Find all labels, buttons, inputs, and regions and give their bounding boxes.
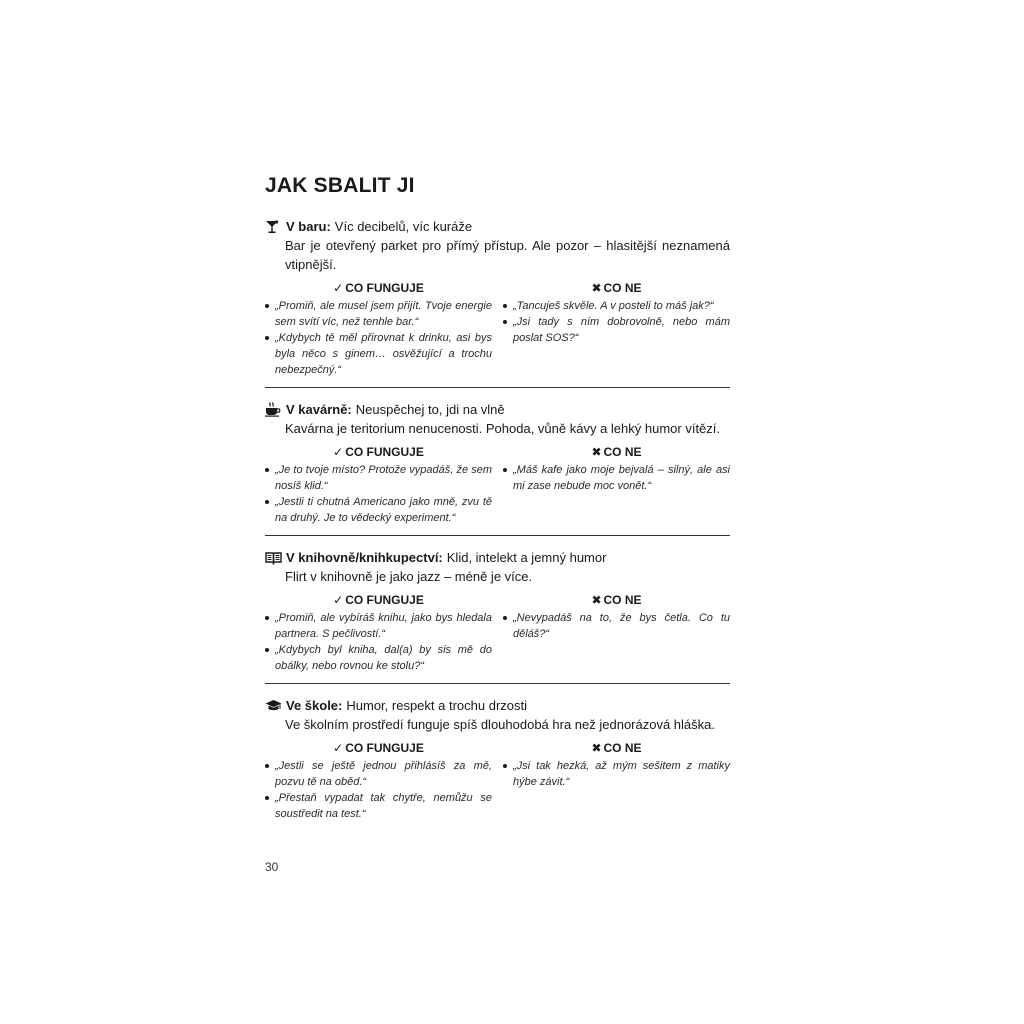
- tips-list: [265, 298, 492, 378]
- check-icon: ✓: [333, 445, 344, 459]
- list-item: „Kdybych tě měl přirovnat k drinku, asi bys byla něco s ginem… osvěžující a trochu nebezpečný.“: [265, 330, 492, 378]
- section: [265, 684, 730, 831]
- section-description: Flirt v knihovně je jako jazz – méně je více.: [285, 569, 533, 584]
- tips-list: [265, 610, 492, 674]
- column-heading-label: CO FUNGUJE: [345, 445, 424, 459]
- list-item: „Jsi tak hezká, až mým sešitem z matiky hýbe závit.“: [503, 758, 730, 790]
- section: [265, 388, 730, 535]
- tips-list: [503, 462, 730, 494]
- tips-columns: [265, 280, 730, 378]
- section: [265, 217, 730, 387]
- doesnt-column: [503, 592, 730, 674]
- list-item: „Přestaň vypadat tak chytře, nemůžu se soustředit na test.“: [265, 790, 492, 822]
- tips-list: [503, 298, 730, 346]
- column-heading-label: CO FUNGUJE: [345, 741, 424, 755]
- section: [265, 536, 730, 683]
- check-icon: ✓: [333, 281, 344, 295]
- doesnt-column: [503, 280, 730, 378]
- list-item: „Tancuješ skvěle. A v posteli to máš jak?“: [503, 298, 730, 314]
- list-item: „Nevypadáš na to, že bys četla. Co tu děláš?“: [503, 610, 730, 642]
- cross-icon: ✖: [591, 445, 602, 459]
- column-heading-label: CO NE: [603, 741, 642, 755]
- section-tagline: Neuspěchej to, jdi na vlně: [355, 402, 505, 417]
- works-column: [265, 280, 492, 378]
- list-item: „Jestli se ještě jednou přihlásíš za mě, pozvu tě na oběd.“: [265, 758, 492, 790]
- section-tagline: Humor, respekt a trochu drzosti: [346, 698, 528, 713]
- page-content: [265, 172, 730, 831]
- section-heading: [265, 400, 730, 419]
- list-item: „Promiň, ale vybíráš knihu, jako bys hledala partnera. S pečlivostí.“: [265, 610, 492, 642]
- section-description: Ve školním prostředí funguje spíš dlouhodobá hra než jednorázová hláška.: [285, 717, 715, 732]
- page-title: JAK SBALIT JI: [265, 174, 415, 197]
- cross-icon: ✖: [591, 281, 602, 295]
- tips-columns: [265, 592, 730, 674]
- list-item: „Je to tvoje místo? Protože vypadáš, že sem nosíš klid.“: [265, 462, 492, 494]
- section-description: Bar je otevřený parket pro přímý přístup. Ale pozor – hlasitější neznamená vtipnější.: [285, 238, 730, 272]
- check-icon: ✓: [333, 741, 344, 755]
- tips-list: [265, 758, 492, 822]
- works-column: [265, 740, 492, 822]
- column-heading-label: CO NE: [603, 281, 642, 295]
- column-heading-label: CO FUNGUJE: [345, 281, 424, 295]
- section-heading: [265, 217, 730, 236]
- section-name: V kavárně:: [286, 402, 352, 417]
- cross-icon: ✖: [591, 741, 602, 755]
- page-number: 30: [265, 860, 279, 874]
- column-heading: [503, 280, 730, 297]
- list-item: „Promiň, ale musel jsem přijít. Tvoje energie sem svítí víc, než tenhle bar.“: [265, 298, 492, 330]
- cocktail-icon: [265, 219, 283, 235]
- column-heading: [265, 280, 492, 297]
- section-description: Kavárna je teritorium nenucenosti. Pohoda, vůně kávy a lehký humor vítězí.: [285, 421, 721, 436]
- coffee-cup-icon: [265, 402, 283, 418]
- section-name: V knihovně/knihkupectví:: [286, 550, 443, 565]
- list-item: „Jsi tady s ním dobrovolně, nebo mám poslat SOS?“: [503, 314, 730, 346]
- cross-icon: ✖: [591, 593, 602, 607]
- section-heading: [265, 696, 730, 715]
- column-heading: [503, 444, 730, 461]
- check-icon: ✓: [333, 593, 344, 607]
- section-name: V baru:: [286, 219, 331, 234]
- sections-container: [265, 217, 730, 831]
- column-heading: [503, 592, 730, 609]
- tips-list: [503, 758, 730, 790]
- doesnt-column: [503, 444, 730, 526]
- works-column: [265, 592, 492, 674]
- tips-list: [265, 462, 492, 526]
- list-item: „Jestli ti chutná Americano jako mně, zvu tě na druhý. Je to vědecký experiment.“: [265, 494, 492, 526]
- open-book-icon: [265, 550, 283, 566]
- column-heading: [265, 444, 492, 461]
- section-heading: [265, 548, 730, 567]
- column-heading-label: CO NE: [603, 593, 642, 607]
- column-heading: [503, 740, 730, 757]
- doesnt-column: [503, 740, 730, 822]
- graduation-cap-icon: [265, 698, 283, 714]
- tips-list: [503, 610, 730, 642]
- list-item: „Máš kafe jako moje bejvalá – silný, ale asi mi zase nebude moc vonět.“: [503, 462, 730, 494]
- tips-columns: [265, 444, 730, 526]
- section-tagline: Víc decibelů, víc kuráže: [334, 219, 473, 234]
- section-tagline: Klid, intelekt a jemný humor: [446, 550, 607, 565]
- section-name: Ve škole:: [286, 698, 343, 713]
- column-heading-label: CO NE: [603, 445, 642, 459]
- column-heading-label: CO FUNGUJE: [345, 593, 424, 607]
- column-heading: [265, 592, 492, 609]
- works-column: [265, 444, 492, 526]
- list-item: „Kdybych byl kniha, dal(a) by sis mě do obálky, nebo rovnou ke stolu?“: [265, 642, 492, 674]
- column-heading: [265, 740, 492, 757]
- tips-columns: [265, 740, 730, 822]
